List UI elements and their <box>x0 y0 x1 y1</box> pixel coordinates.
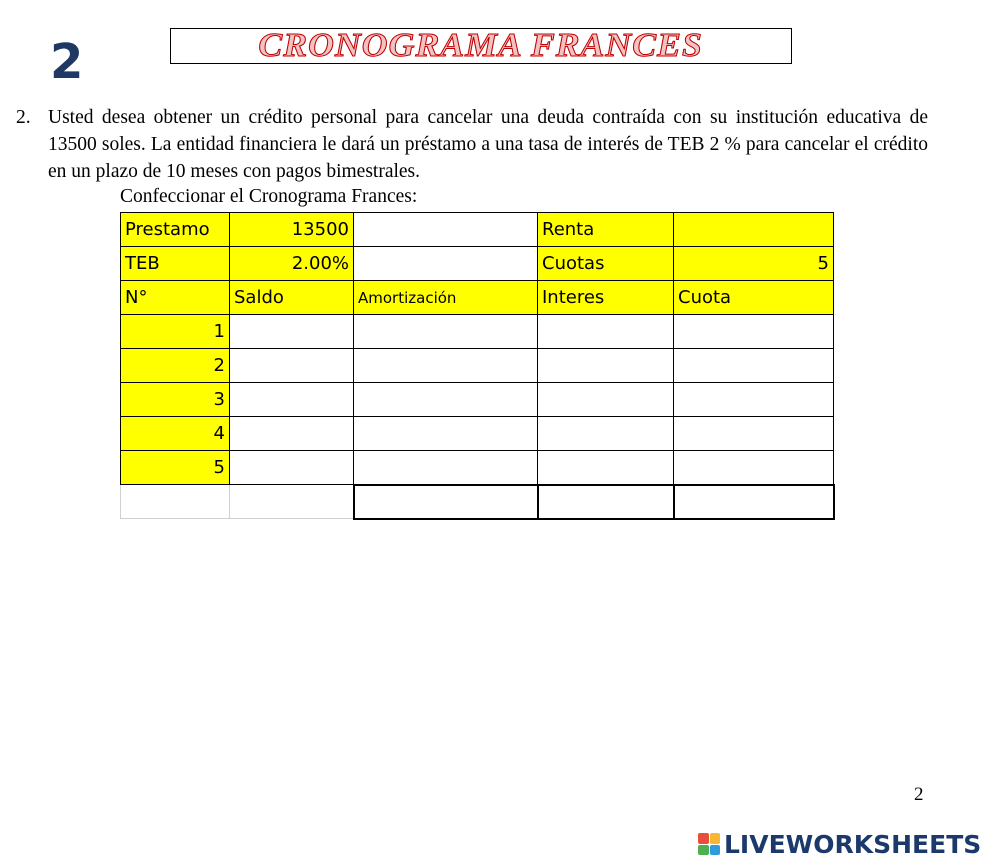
table-row <box>121 417 834 451</box>
table-row <box>121 349 834 383</box>
header-amortizacion: Amortización <box>354 281 538 315</box>
table-header-row <box>121 281 834 315</box>
header-n: N° <box>121 281 230 315</box>
saldo-input[interactable] <box>230 315 354 349</box>
cuota-input[interactable] <box>674 383 834 417</box>
brand-logo <box>698 828 981 860</box>
empty-cell <box>354 213 538 247</box>
table-row <box>121 485 834 519</box>
cuota-input[interactable] <box>674 349 834 383</box>
teb-value: 2.00% <box>230 247 354 281</box>
page-badge: 2 <box>50 34 84 90</box>
teb-label: TEB <box>121 247 230 281</box>
cuota-input[interactable] <box>674 417 834 451</box>
brand-name: LIVEWORKSHEETS <box>724 829 982 859</box>
instruction-text: Confeccionar el Cronograma Frances: <box>120 186 418 207</box>
saldo-input[interactable] <box>230 417 354 451</box>
interes-input[interactable] <box>538 315 674 349</box>
table-row <box>121 451 834 485</box>
row-number: 5 <box>121 451 230 485</box>
page-title: CRONOGRAMA FRANCES <box>258 28 704 64</box>
problem-statement <box>16 104 928 185</box>
total-cuota-input[interactable] <box>674 485 834 519</box>
row-number: 3 <box>121 383 230 417</box>
row-number: 2 <box>121 349 230 383</box>
total-amortizacion-input[interactable] <box>354 485 538 519</box>
table-row <box>121 315 834 349</box>
saldo-input[interactable] <box>230 451 354 485</box>
table-row <box>121 383 834 417</box>
empty-cell <box>230 485 354 519</box>
interes-input[interactable] <box>538 417 674 451</box>
renta-label: Renta <box>538 213 674 247</box>
amortizacion-input[interactable] <box>354 349 538 383</box>
interes-input[interactable] <box>538 451 674 485</box>
renta-input[interactable] <box>674 213 834 247</box>
liveworksheets-icon <box>698 833 720 855</box>
amortizacion-input[interactable] <box>354 417 538 451</box>
prestamo-value: 13500 <box>230 213 354 247</box>
header-saldo: Saldo <box>230 281 354 315</box>
cuotas-value: 5 <box>674 247 834 281</box>
empty-cell <box>354 247 538 281</box>
interes-input[interactable] <box>538 383 674 417</box>
table-row <box>121 213 834 247</box>
cuota-input[interactable] <box>674 315 834 349</box>
empty-cell <box>121 485 230 519</box>
cuotas-label: Cuotas <box>538 247 674 281</box>
problem-text: Usted desea obtener un crédito personal para cancelar una deuda contraída con su institución educativa de 13500 soles. La entidad financiera le dará un préstamo a una tasa de interés de TEB 2 % para cancelar el crédito en un plazo de 10 meses con pagos bimestrales. <box>48 107 928 182</box>
amortization-table <box>120 212 835 520</box>
row-number: 1 <box>121 315 230 349</box>
table-row <box>121 247 834 281</box>
row-number: 4 <box>121 417 230 451</box>
total-interes-input[interactable] <box>538 485 674 519</box>
page-number: 2 <box>914 784 924 805</box>
saldo-input[interactable] <box>230 383 354 417</box>
amortizacion-input[interactable] <box>354 451 538 485</box>
problem-number: 2. <box>16 107 31 128</box>
header-interes: Interes <box>538 281 674 315</box>
saldo-input[interactable] <box>230 349 354 383</box>
header-cuota: Cuota <box>674 281 834 315</box>
cuota-input[interactable] <box>674 451 834 485</box>
interes-input[interactable] <box>538 349 674 383</box>
prestamo-label: Prestamo <box>121 213 230 247</box>
amortizacion-input[interactable] <box>354 383 538 417</box>
amortizacion-input[interactable] <box>354 315 538 349</box>
title-box <box>170 28 792 64</box>
